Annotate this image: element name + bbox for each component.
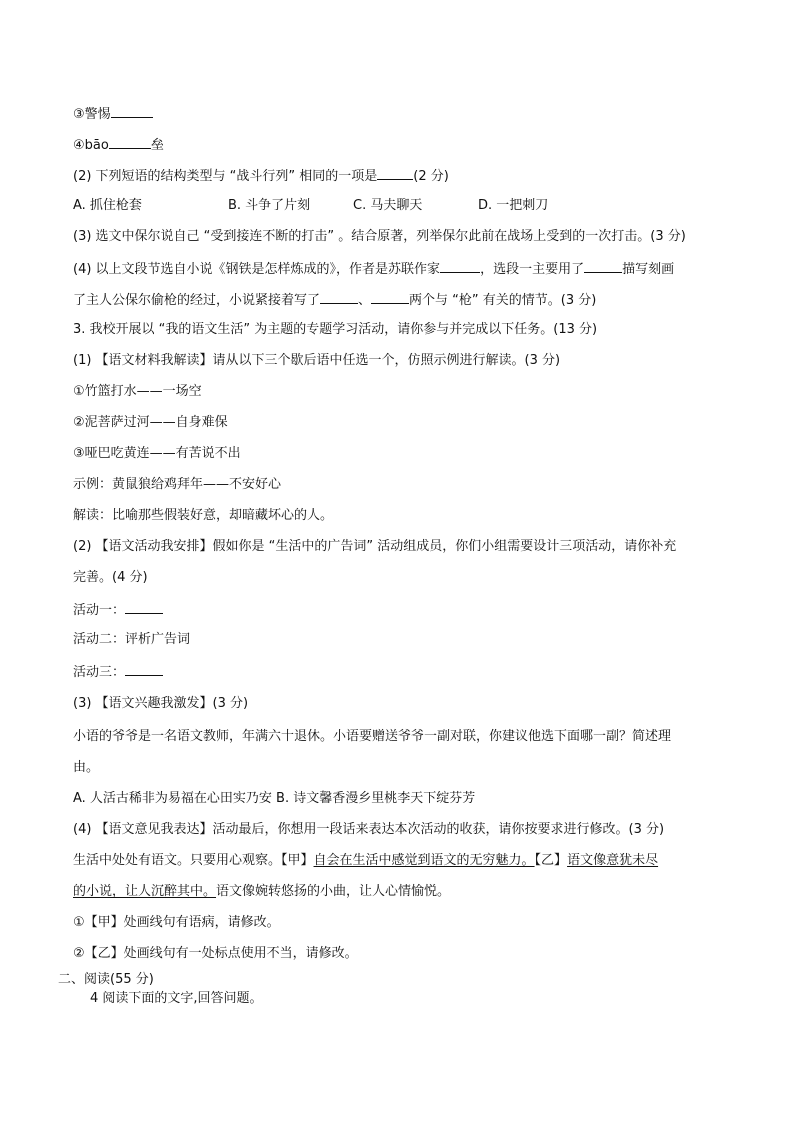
example: 示例：黄鼠狼给鸡拜年——不安好心 [73, 477, 282, 492]
activity-1 [73, 600, 723, 620]
answer-blank[interactable] [109, 135, 151, 149]
option-a: A. 抓住枪套 [73, 198, 142, 213]
explanation: 解读：比喻那些假装好意，却暗藏坏心的人。 [73, 508, 334, 523]
answer-blank[interactable] [371, 290, 409, 304]
q2-sub-3: (3) 选文中保尔说自己 “受到接连不断的打击” 。结合原著，列举保尔此前在战场上受到的一次打击。(3 分) [73, 229, 686, 244]
q3-part-2-line2: 完善。(4 分) [73, 570, 148, 585]
activity-3 [73, 662, 723, 682]
underlined-sentence-yi-part2: 的小说，让人沉醉其中。 [73, 884, 217, 899]
underlined-sentence-yi-part1: 语文像意犹未尽 [567, 853, 659, 868]
answer-blank[interactable] [111, 104, 153, 118]
q3-part-2-line1: (2) 【语文活动我安排】假如你是 “生活中的广告词” 活动组成员，你们小组需要设计三项活动，请你补充 [73, 539, 677, 554]
idiom-2: ②泥菩萨过河——自身难保 [73, 415, 228, 430]
q3-part-3: (3) 【语文兴趣我激发】(3 分) [73, 696, 249, 711]
option-c: C. 马夫聊天 [353, 198, 423, 213]
answer-blank[interactable] [320, 290, 358, 304]
q3-part-4: (4) 【语文意见我表达】活动最后，你想用一段话来表达本次活动的收获，请你按要求进行修改。(3 分) [73, 822, 665, 837]
paragraph-start: 生活中处处有语文。只要用心观察。 [73, 853, 282, 868]
item-3-text: ③警惕 [73, 107, 111, 122]
mark-yi: 【乙】 [534, 853, 568, 868]
option-d: D. 一把刺刀 [478, 198, 549, 213]
fix-instruction-2: ②【乙】处画线句有一处标点使用不当，请修改。 [73, 946, 358, 961]
underlined-sentence-jia: 自会在生活中感觉到语文的无穷魅力。 [313, 853, 535, 868]
q4-instruction: 4 阅读下面的文字,回答问题。 [90, 991, 263, 1006]
q2-item-4 [73, 135, 723, 155]
idiom-3: ③哑巴吃黄连——有苦说不出 [73, 446, 241, 461]
sub-4-text-a: (4) 以上文段节选自小说《钢铁是怎样炼成的》，作者是苏联作家 [73, 262, 441, 277]
paragraph-line2 [73, 883, 723, 901]
q2-sub-2 [73, 166, 723, 186]
idiom-1: ①竹篮打水——一场空 [73, 384, 202, 399]
sub-2-text: (2) 下列短语的结构类型与 “战斗行列” 相同的一项是 [73, 169, 378, 184]
sub-4-text-d: 了主人公保尔偷枪的经过，小说紧接着写了 [73, 293, 321, 308]
answer-blank[interactable] [125, 662, 163, 676]
q3-intro: 3. 我校开展以 “我的语文生活” 为主题的专题学习活动，请你参与并完成以下任务。(13 分) [73, 322, 598, 337]
item-4-tail: 垒 [150, 138, 164, 153]
item-4-text: ④bāo [73, 138, 109, 153]
section-2-heading: 二、阅读(55 分) [58, 972, 154, 987]
option-b: B. 斗争了片刻 [228, 198, 311, 213]
q3-part-3-text-line2: 由。 [73, 760, 100, 775]
answer-blank[interactable] [584, 259, 622, 273]
activity-2: 活动二：评析广告词 [73, 632, 191, 647]
sub-4-text-b: ，选段一主要用了 [480, 262, 585, 277]
paragraph-line1 [73, 852, 723, 870]
sub-4-text-f: 两个与 “枪” 有关的情节。(3 分) [409, 293, 597, 308]
answer-blank[interactable] [125, 600, 163, 614]
answer-blank[interactable] [440, 259, 480, 273]
sub-4-text-c: 描写刻画 [622, 262, 675, 277]
activity-3-label: 活动三： [73, 665, 126, 680]
q2-sub-4-line1 [73, 259, 723, 279]
mark-jia: 【甲】 [281, 853, 314, 868]
q2-sub-4-line2 [73, 290, 723, 310]
q3-part-3-text-line1: 小语的爷爷是一名语文教师，年满六十退休。小语要赠送爷爷一副对联，你建议他选下面哪一副？简述理 [73, 729, 672, 744]
sub-4-text-e: 、 [358, 293, 372, 308]
q2-item-3 [73, 104, 723, 124]
sub-2-score: (2 分) [413, 169, 449, 184]
activity-1-label: 活动一： [73, 603, 126, 618]
q3-part-1: (1) 【语文材料我解读】请从以下三个歇后语中任选一个，仿照示例进行解读。(3 分) [73, 353, 561, 368]
paragraph-end: 语文像婉转悠扬的小曲，让人心情愉悦。 [216, 884, 451, 899]
couplet-options: A. 人活古稀非为易福在心田实乃安 B. 诗文馨香漫乡里桃李天下绽芬芳 [73, 791, 476, 806]
answer-blank[interactable] [377, 166, 413, 180]
fix-instruction-1: ①【甲】处画线句有语病，请修改。 [73, 915, 280, 930]
